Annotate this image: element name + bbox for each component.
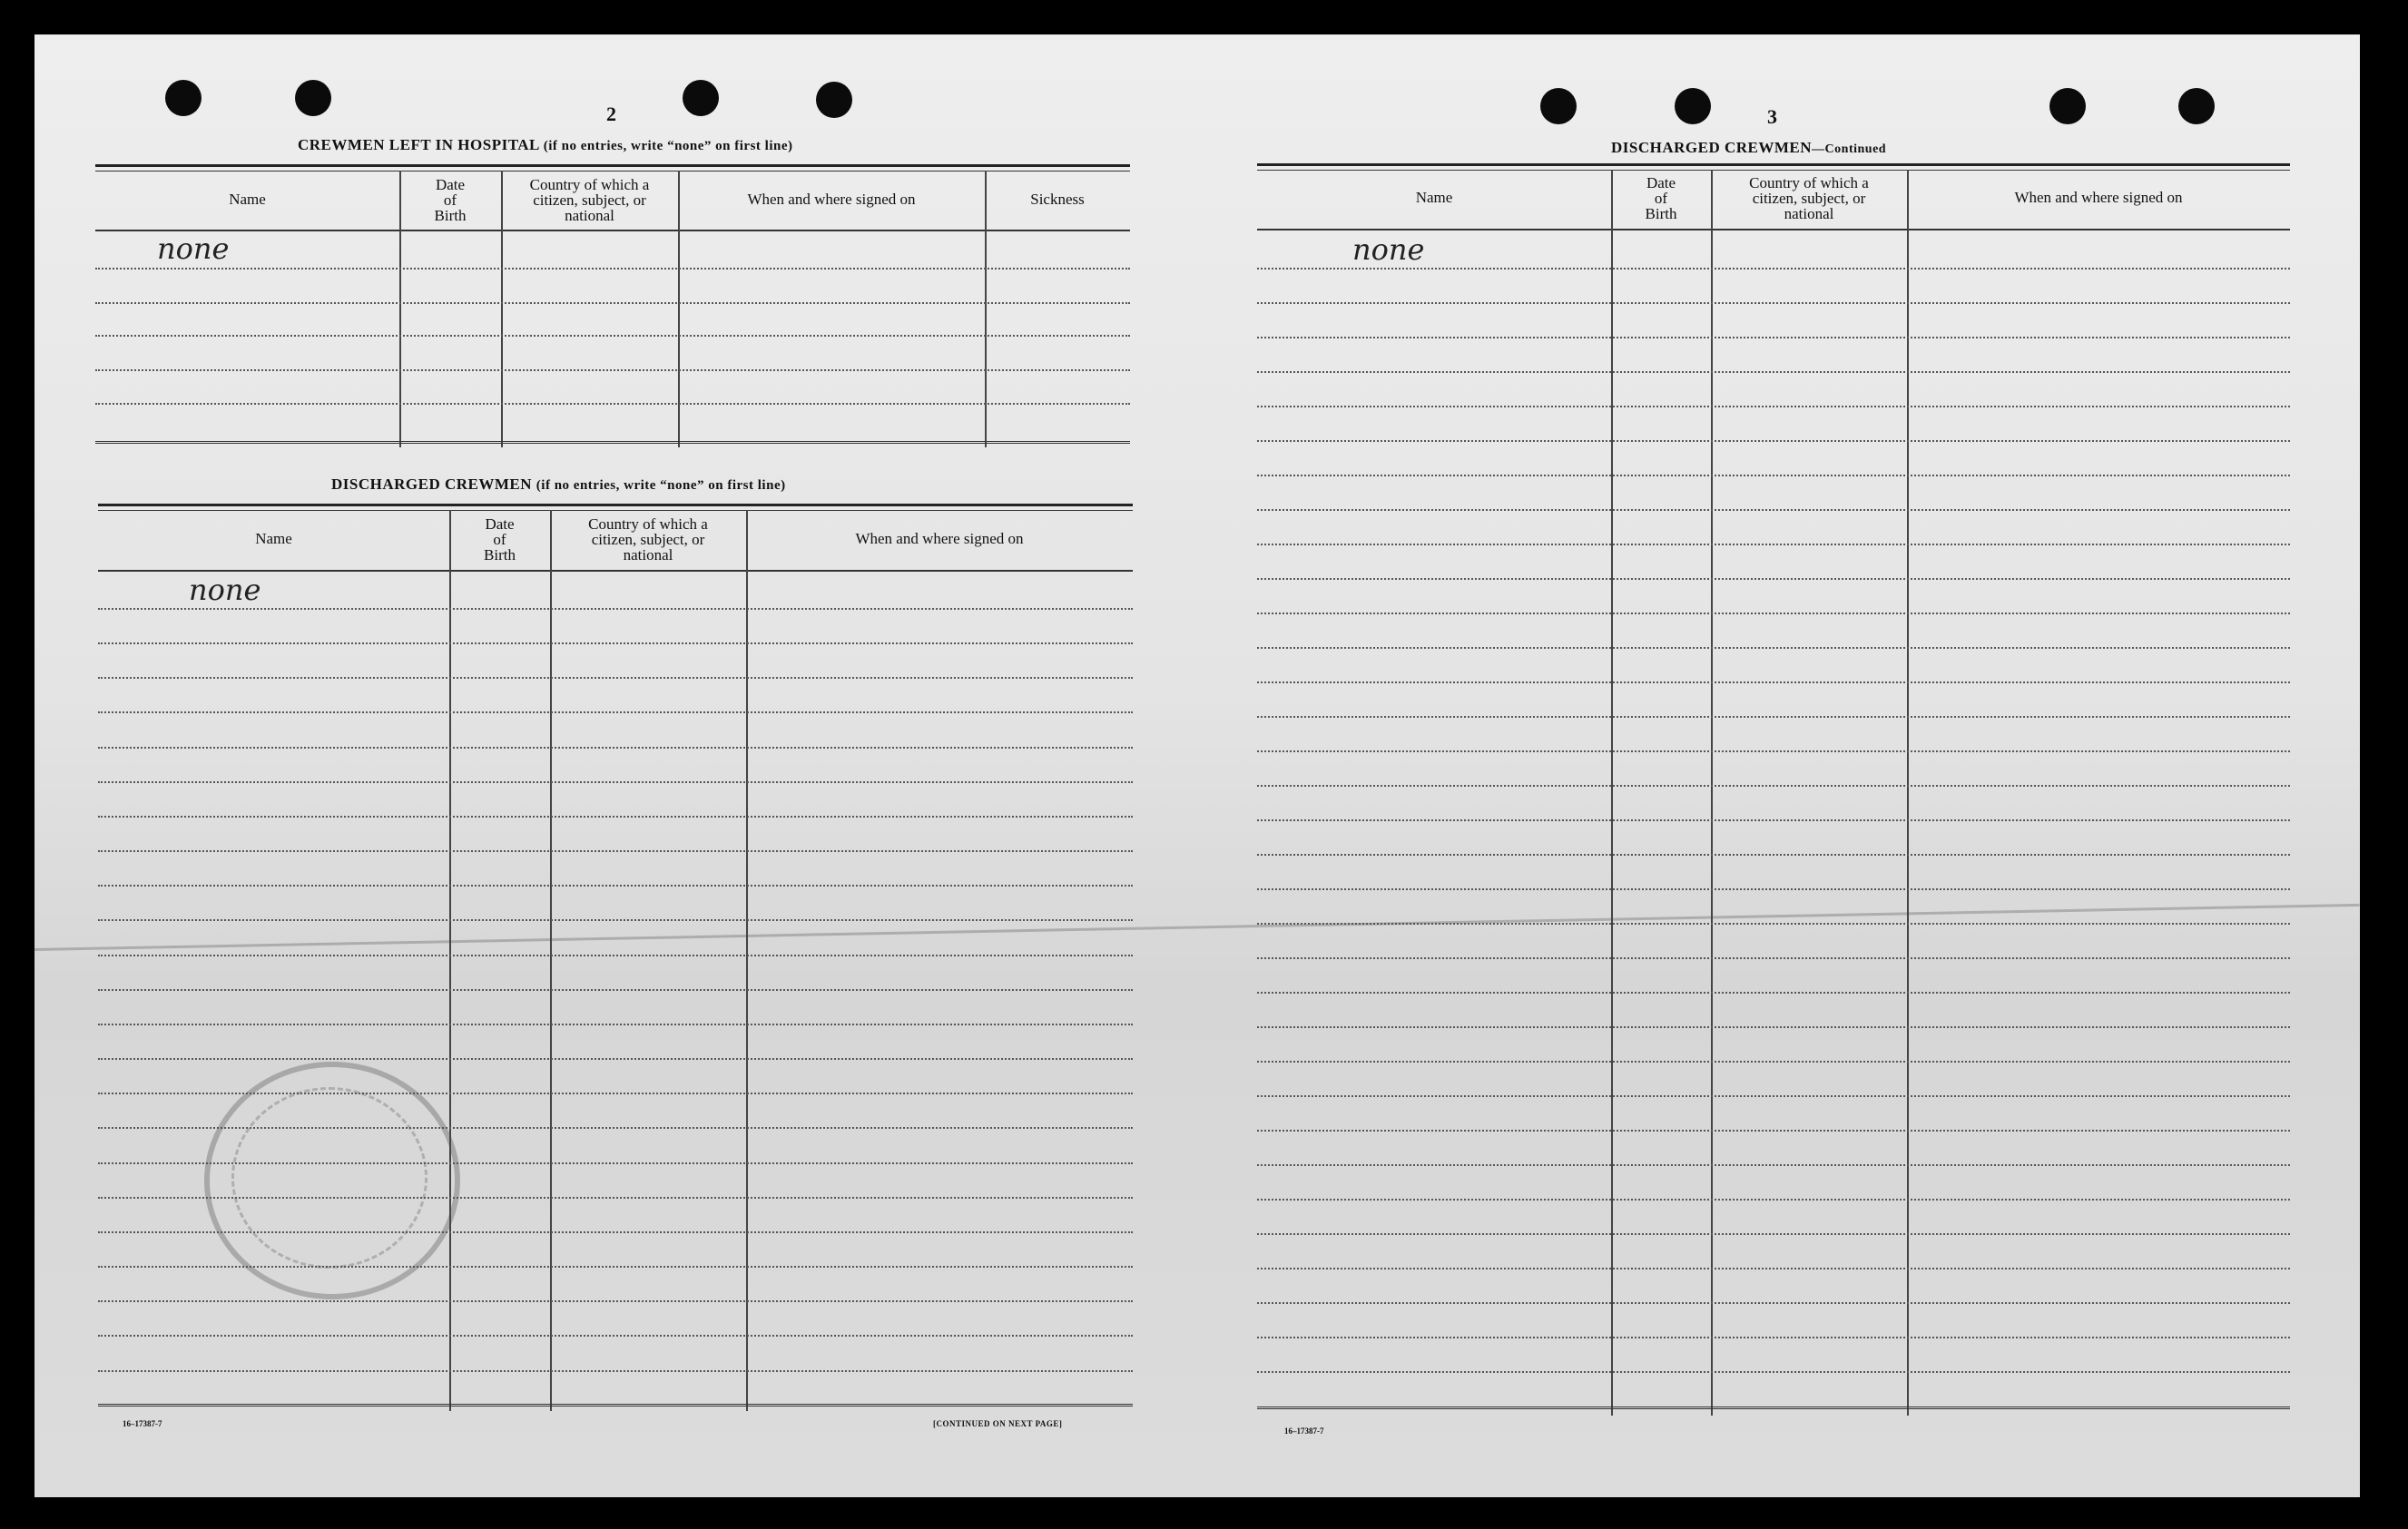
column-divider — [1907, 170, 1909, 1416]
column-header-signed-on: When and where signed on — [2014, 189, 2183, 206]
table-row-rule — [1257, 647, 2290, 649]
column-header-name: Name — [229, 191, 266, 208]
table-row-rule — [1257, 302, 2290, 304]
table-row-rule — [1257, 1061, 2290, 1063]
column-header-signed-on: When and where signed on — [855, 530, 1024, 547]
hospital-title-text: CREWMEN LEFT IN HOSPITAL — [298, 136, 539, 153]
handwritten-none-entry: none — [1352, 232, 1425, 267]
table-top-rule — [98, 504, 1133, 506]
table-row-rule — [98, 642, 1133, 644]
table-row-rule — [1257, 1337, 2290, 1338]
punch-hole — [295, 80, 331, 116]
table-row-rule — [1257, 1233, 2290, 1235]
punch-hole — [1675, 88, 1711, 124]
left-page-number: 2 — [606, 103, 616, 125]
punch-hole — [683, 80, 719, 116]
column-header-date-of-birth: Date of Birth — [1645, 174, 1677, 222]
table-row-rule — [95, 302, 1130, 304]
table-row-rule — [98, 1058, 1133, 1060]
continued-on-next-page-note: [CONTINUED ON NEXT PAGE] — [933, 1419, 1063, 1428]
table-row-rule — [1257, 578, 2290, 580]
table-row-rule — [1257, 1302, 2290, 1304]
table-row-rule — [1257, 716, 2290, 718]
punch-hole — [816, 82, 852, 118]
handwritten-none-entry: none — [189, 573, 261, 607]
table-row-rule — [1257, 785, 2290, 787]
table-row-rule — [1257, 1164, 2290, 1166]
discharged-title-text: DISCHARGED CREWMEN — [331, 475, 533, 493]
continued-label: —Continued — [1812, 142, 1887, 156]
table-row-rule — [1257, 544, 2290, 545]
table-row-rule — [1257, 1268, 2290, 1269]
table-row-rule — [1257, 888, 2290, 890]
table-top-rule-thin — [1257, 170, 2290, 171]
table-row-rule — [95, 268, 1130, 270]
discharged-continued-section-title — [1611, 139, 1886, 157]
hospital-section-title — [298, 136, 793, 154]
table-row-rule — [98, 608, 1133, 610]
punch-hole — [165, 80, 201, 116]
hospital-title-note: (if no entries, write “none” on first line) — [543, 139, 793, 153]
left-form-number: 16–17387-7 — [123, 1419, 162, 1428]
table-top-rule — [1257, 163, 2290, 166]
discharged-continued-title-text: DISCHARGED CREWMEN — [1611, 139, 1813, 156]
table-header-rule — [95, 230, 1130, 231]
table-row-rule — [95, 369, 1130, 371]
table-row-rule — [98, 989, 1133, 991]
handwritten-none-entry: none — [157, 231, 230, 266]
table-row-rule — [98, 781, 1133, 783]
table-row-rule — [98, 747, 1133, 749]
table-row-rule — [1257, 268, 2290, 270]
column-header-name: Name — [1415, 189, 1453, 206]
column-header-country: Country of which a citizen, subject, or national — [529, 176, 650, 224]
column-divider — [1611, 170, 1613, 1416]
table-row-rule — [1257, 1199, 2290, 1201]
table-row-rule — [1257, 371, 2290, 373]
table-row-rule — [98, 1335, 1133, 1337]
right-page-number: 3 — [1767, 105, 1777, 128]
discharged-table-left — [98, 504, 1133, 1411]
table-row-rule — [98, 955, 1133, 956]
right-form-number: 16–17387-7 — [1284, 1426, 1324, 1436]
table-row-rule — [98, 885, 1133, 887]
table-bottom-rule — [95, 441, 1130, 444]
table-row-rule — [98, 1300, 1133, 1302]
table-row-rule — [1257, 750, 2290, 752]
column-header-name: Name — [255, 530, 292, 547]
column-divider — [449, 510, 451, 1411]
discharged-section-title — [331, 475, 786, 494]
table-row-rule — [1257, 819, 2290, 821]
table-row-rule — [1257, 475, 2290, 476]
column-divider — [550, 510, 552, 1411]
table-bottom-rule — [98, 1404, 1133, 1406]
table-top-rule-thin — [98, 510, 1133, 511]
column-divider — [1711, 170, 1713, 1416]
table-row-rule — [1257, 1130, 2290, 1132]
column-header-date-of-birth: Date of Birth — [434, 176, 467, 224]
table-row-rule — [98, 711, 1133, 713]
table-row-rule — [1257, 440, 2290, 442]
hospital-table — [95, 164, 1130, 447]
table-row-rule — [98, 919, 1133, 921]
table-row-rule — [1257, 509, 2290, 511]
table-row-rule — [1257, 923, 2290, 925]
table-row-rule — [1257, 957, 2290, 959]
table-top-rule-thin — [95, 171, 1130, 172]
table-row-rule — [1257, 854, 2290, 856]
table-row-rule — [98, 677, 1133, 679]
column-header-country: Country of which a citizen, subject, or national — [1749, 174, 1869, 222]
table-row-rule — [98, 816, 1133, 818]
table-row-rule — [1257, 337, 2290, 338]
discharged-table-right — [1257, 163, 2290, 1416]
table-row-rule — [1257, 406, 2290, 407]
column-divider — [678, 171, 680, 447]
official-seal-stamp-inner-ring — [231, 1087, 428, 1269]
column-header-sickness: Sickness — [1030, 191, 1085, 208]
table-row-rule — [1257, 1095, 2290, 1097]
table-bottom-rule — [1257, 1406, 2290, 1409]
punch-hole — [2049, 88, 2086, 124]
table-header-rule — [1257, 229, 2290, 230]
column-divider — [985, 171, 987, 447]
table-top-rule — [95, 164, 1130, 167]
punch-hole — [2178, 88, 2215, 124]
column-divider — [746, 510, 748, 1411]
discharged-title-note: (if no entries, write “none” on first line) — [536, 478, 786, 493]
punch-hole — [1540, 88, 1577, 124]
table-row-rule — [1257, 613, 2290, 614]
column-header-country: Country of which a citizen, subject, or national — [588, 515, 708, 564]
table-row-rule — [1257, 681, 2290, 683]
column-header-signed-on: When and where signed on — [747, 191, 916, 208]
table-row-rule — [98, 850, 1133, 852]
table-row-rule — [98, 1024, 1133, 1025]
table-header-rule — [98, 570, 1133, 572]
table-row-rule — [1257, 992, 2290, 994]
table-row-rule — [98, 1370, 1133, 1372]
table-row-rule — [95, 335, 1130, 337]
table-row-rule — [1257, 1371, 2290, 1373]
table-row-rule — [95, 403, 1130, 405]
column-header-date-of-birth: Date of Birth — [484, 515, 516, 564]
table-row-rule — [1257, 1026, 2290, 1028]
